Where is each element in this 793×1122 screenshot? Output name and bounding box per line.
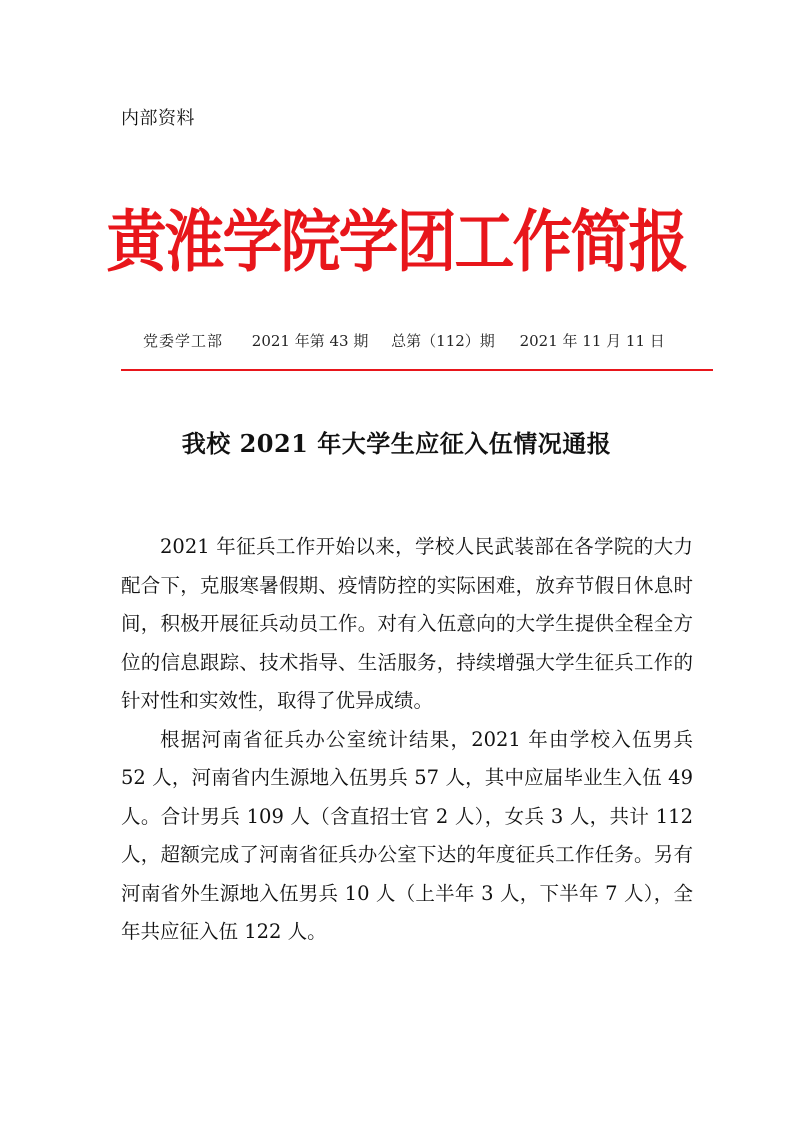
issue-number: 2021 年第 43 期 [251, 332, 369, 350]
article-paragraph: 根据河南省征兵办公室统计结果，2021 年由学校入伍男兵 52 人，河南省内生源地入伍男兵 57 人，其中应届毕业生入伍 49 人。合计男兵 109 人（含直招士官 2 人），女兵 3 人，共计 112 人，超额完成了河南省征兵办公室下达的年度征兵工作任务。另有河南省外生源地入伍男兵 10 人（上半年 3 人，下半年 7 人），全年共应征入伍 122 人。 [121, 727, 693, 943]
issue-date: 2021 年 11 月 11 日 [519, 332, 665, 350]
masthead-title: 黄淮学院学团工作简报 [106, 203, 687, 282]
header-divider [121, 369, 713, 371]
classification-label: 内部资料 [121, 108, 195, 129]
department-name: 党委学工部 [143, 332, 224, 350]
total-issue-number: 总第（112）期 [391, 332, 495, 350]
article-title: 我校 2021 年大学生应征入伍情况通报 [181, 429, 612, 458]
issue-info-line [143, 330, 703, 351]
article-body [121, 528, 693, 952]
article-paragraph: 2021 年征兵工作开始以来，学校人民武装部在各学院的大力配合下，克服寒暑假期、疫情防控的实际困难，放弃节假日休息时间，积极开展征兵动员工作。对有入伍意向的大学生提供全程全方位的信息跟踪、技术指导、生活服务，持续增强大学生征兵工作的针对性和实效性，取得了优异成绩。 [121, 535, 693, 712]
